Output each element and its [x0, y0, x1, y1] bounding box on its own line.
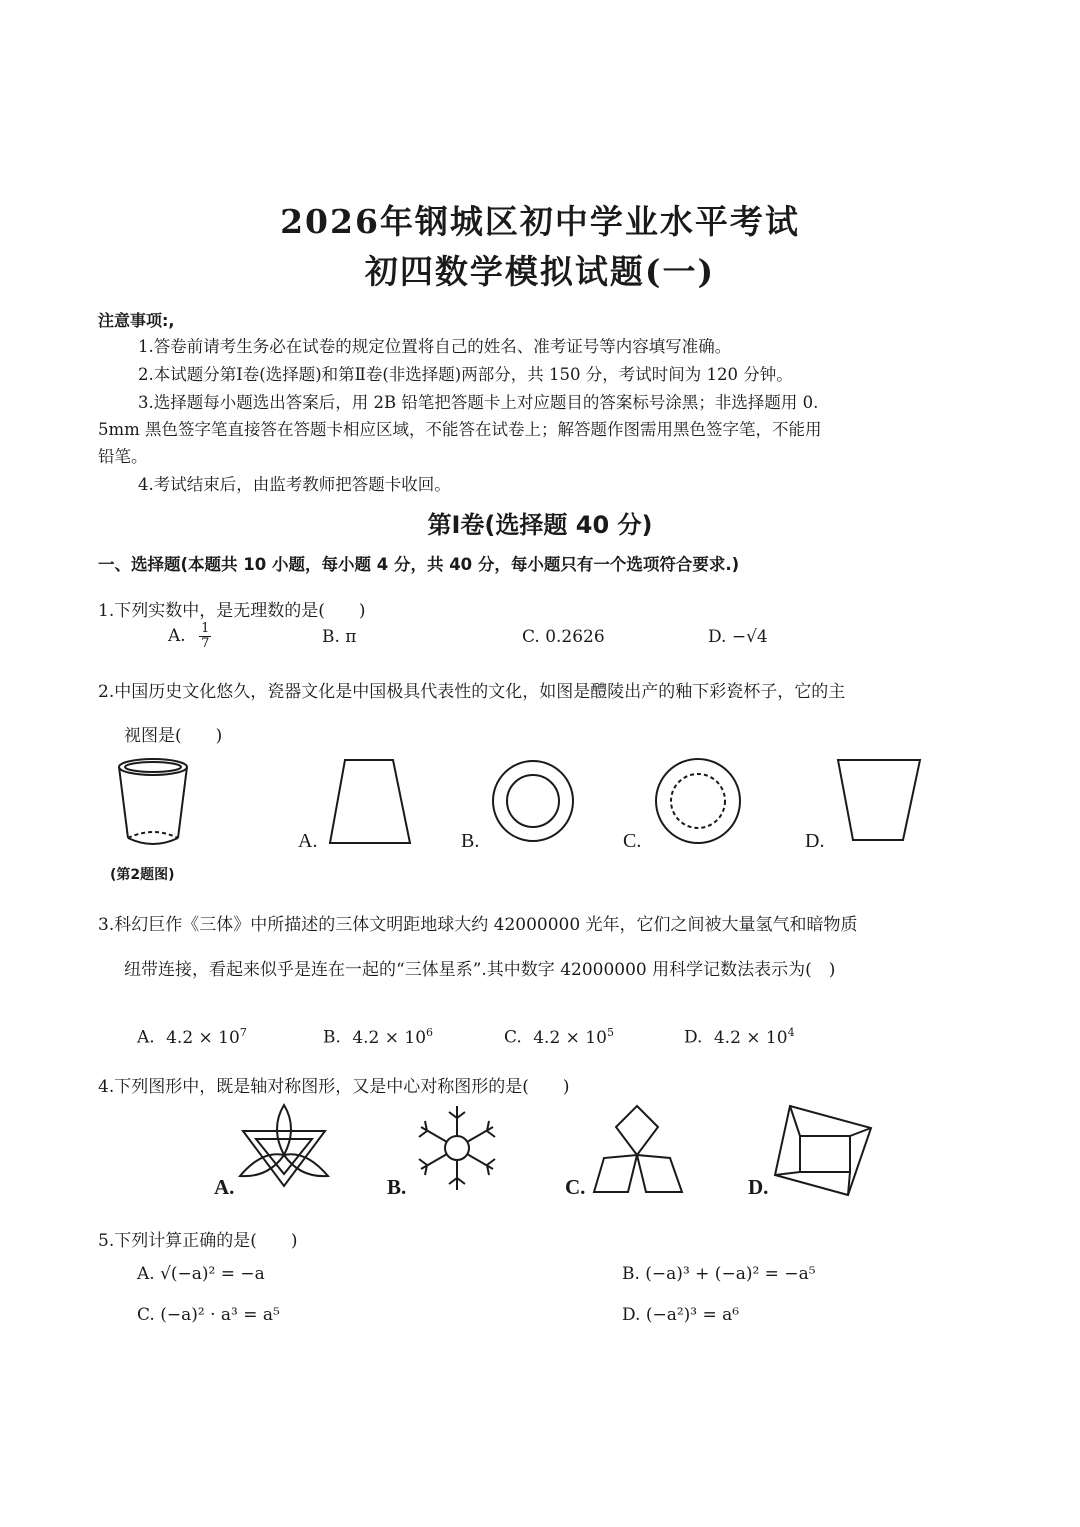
- q3-option-c-base: 4.2 × 10: [533, 1027, 607, 1048]
- q4-option-d-label: D.: [748, 1175, 769, 1199]
- q5-option-c: C. (−a)² · a³ = a⁵: [137, 1305, 280, 1325]
- q3-option-d-exponent: 4: [787, 1026, 795, 1039]
- notice-item-3-line3: 铅笔。: [98, 447, 148, 466]
- q4-option-b-label: B.: [387, 1175, 407, 1199]
- q2-option-b-label: B.: [461, 830, 480, 852]
- q2-stem-line1: 2.中国历史文化悠久，瓷器文化是中国极具代表性的文化，如图是醴陵出产的釉下彩瓷杯子，它的主: [98, 682, 846, 702]
- q5-option-b: B. (−a)³ + (−a)² = −a⁵: [622, 1264, 816, 1284]
- q1-option-b: B. π: [322, 627, 357, 647]
- q1-option-c: C. 0.2626: [522, 627, 605, 647]
- q3-option-d-base: 4.2 × 10: [713, 1027, 788, 1048]
- q1-a-numerator: 1: [201, 621, 210, 636]
- q4-option-a-label: A.: [214, 1175, 235, 1199]
- q3-option-d-label: D.: [684, 1027, 703, 1048]
- q3-option-b-label: B.: [323, 1027, 341, 1048]
- part-heading: 一、选择题(本题共 10 小题，每小题 4 分，共 40 分，每小题只有一个选项符合要求.): [98, 555, 740, 574]
- q4-option-b-figure: [419, 1106, 495, 1190]
- q1-stem: 1.下列实数中，是无理数的是( ): [98, 601, 366, 621]
- q4-option-a-figure: [240, 1105, 328, 1186]
- q5-option-d: D. (−a²)³ = a⁶: [622, 1305, 740, 1325]
- q2-stem-line2: 视图是( ): [124, 726, 223, 746]
- notice-item-4: 4.考试结束后，由监考教师把答题卡收回。: [138, 475, 451, 494]
- q5-stem: 5.下列计算正确的是( ): [98, 1231, 298, 1251]
- q3-option-c-exponent: 5: [606, 1026, 614, 1039]
- q4-option-d-figure: [775, 1106, 871, 1195]
- q4-option-c-figure: [594, 1106, 682, 1192]
- q3-stem-line2: 纽带连接，看起来似乎是连在一起的“三体星系”.其中数字 42000000 用科学记数法表示为( ): [124, 960, 836, 980]
- q1-option-d: D. −√4: [708, 627, 768, 647]
- q4-stem: 4.下列图形中，既是轴对称图形，又是中心对称图形的是( ): [98, 1077, 570, 1097]
- notice-item-2: 2.本试题分第Ⅰ卷(选择题)和第Ⅱ卷(非选择题)两部分，共 150 分，考试时间为 120 分钟。: [138, 365, 793, 384]
- q3-option-a-label: A.: [137, 1027, 155, 1048]
- q2-figure-caption: (第2题图): [110, 867, 175, 883]
- exam-title-line2: 初四数学模拟试题(一): [364, 252, 716, 291]
- notice-item-3-line2: 5mm 黑色签字笔直接答在答题卡相应区域，不能答在试卷上；解答题作图需用黑色签字笔，不能用: [98, 420, 822, 439]
- q3-option-a-exponent: 7: [239, 1026, 247, 1039]
- notice-item-1: 1.答卷前请考生务必在试卷的规定位置将自己的姓名、准考证号等内容填写准确。: [138, 337, 732, 356]
- q2-option-c-label: C.: [623, 830, 642, 852]
- notice-item-3-line1: 3.选择题每小题选出答案后，用 2B 铅笔把答题卡上对应题目的答案标号涂黑；非选择题用 0.: [138, 393, 819, 412]
- q1-a-denominator: 7: [201, 636, 210, 651]
- exam-title-line1: 2026年钢城区初中学业水平考试: [280, 202, 800, 241]
- q3-option-a-base: 4.2 × 10: [166, 1027, 240, 1048]
- q2-option-a-label: A.: [298, 830, 318, 852]
- q3-option-c-label: C.: [504, 1027, 522, 1048]
- q3-option-b-exponent: 6: [426, 1026, 434, 1039]
- q3-option-b-base: 4.2 × 10: [352, 1027, 427, 1048]
- notice-heading: 注意事项:,: [98, 311, 175, 330]
- q2-option-d-label: D.: [805, 830, 825, 852]
- section-title: 第Ⅰ卷(选择题 40 分): [427, 511, 653, 539]
- q5-option-a: A. √(−a)² = −a: [137, 1264, 265, 1284]
- q1-option-a-label: A.: [168, 626, 186, 646]
- q3-stem-line1: 3.科幻巨作《三体》中所描述的三体文明距地球大约 42000000 光年，它们之间被大量氢气和暗物质: [98, 915, 858, 935]
- q4-option-c-label: C.: [565, 1175, 586, 1199]
